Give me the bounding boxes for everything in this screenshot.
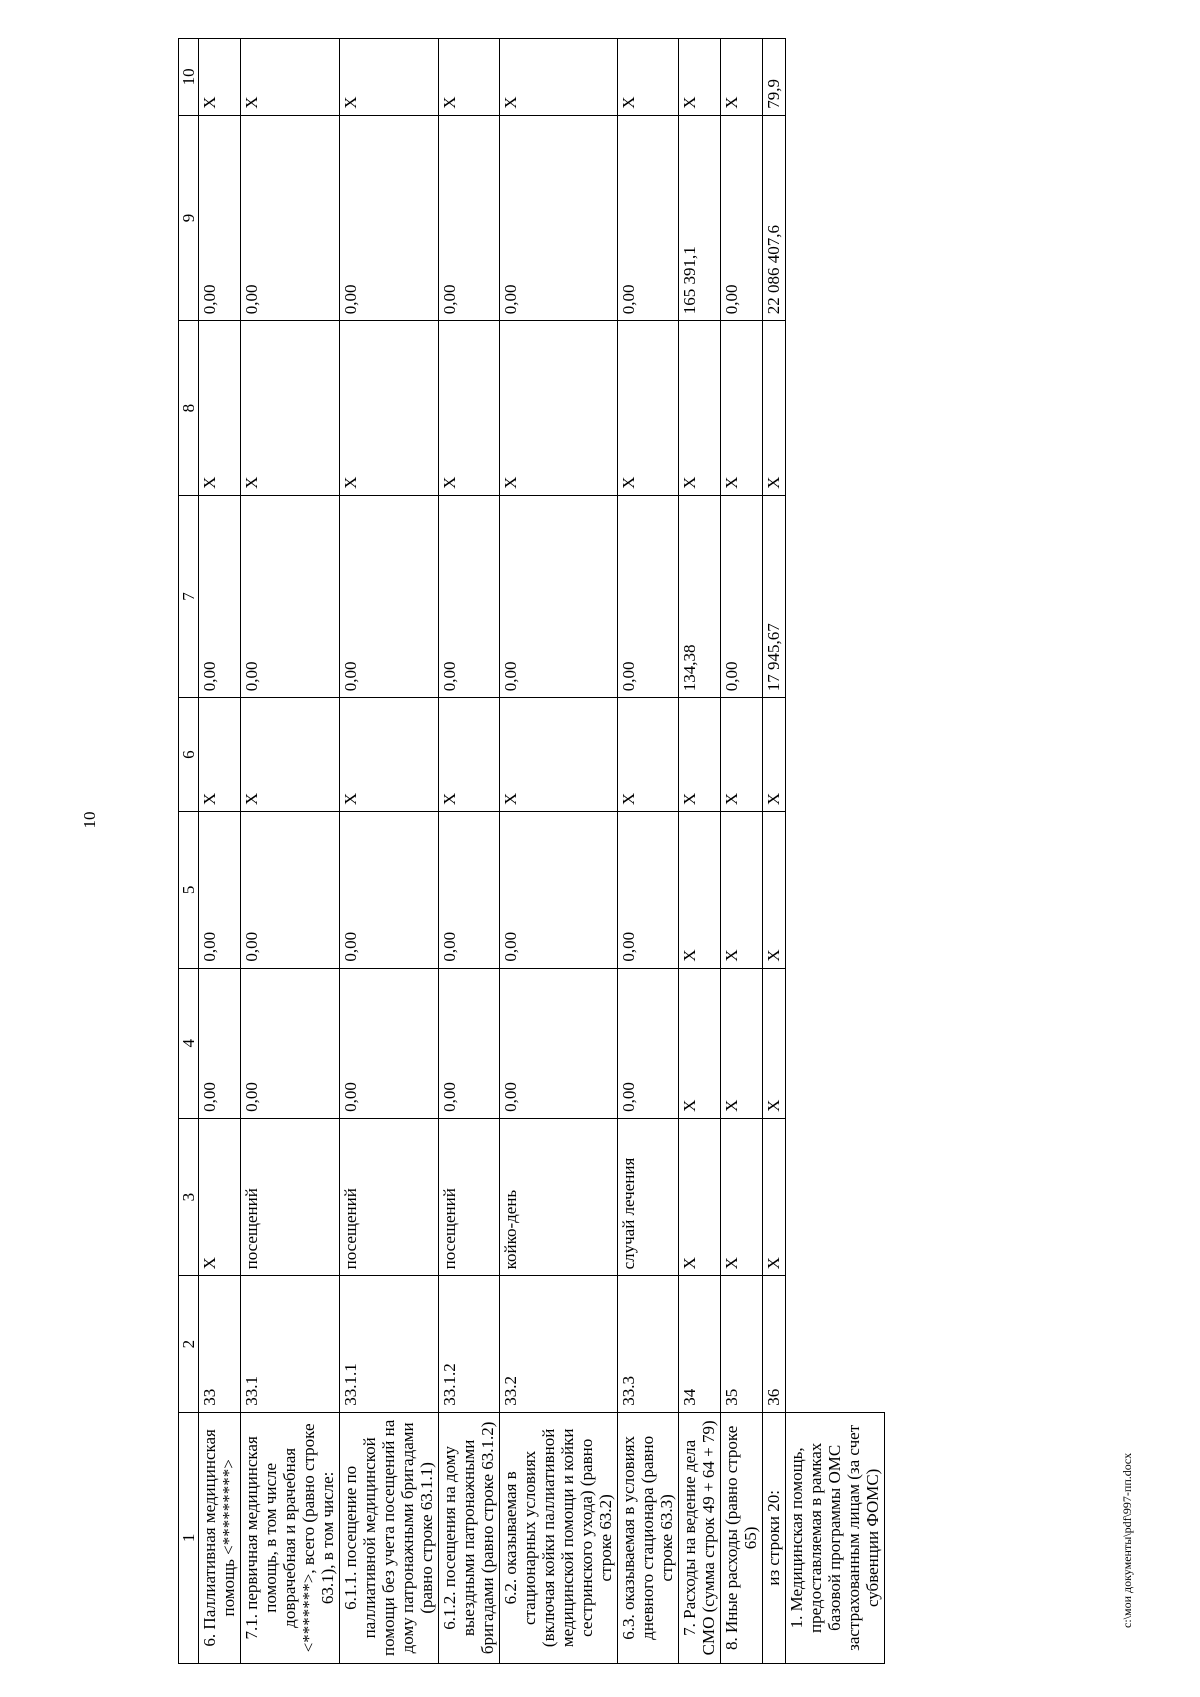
empty-cell <box>786 812 885 969</box>
row-name: 8. Иные расходы (равно строке 65) <box>721 1412 763 1663</box>
row-col-6: Х <box>340 698 439 812</box>
col-num-5: 5 <box>179 812 199 969</box>
row-col-4: 0,00 <box>241 968 340 1118</box>
row-col-8: Х <box>721 321 763 496</box>
row-col-5: 0,00 <box>439 812 500 969</box>
table-row <box>500 39 618 1664</box>
row-unit: Х <box>199 1118 241 1276</box>
col-num-9: 9 <box>179 115 199 321</box>
table-row <box>340 39 439 1664</box>
row-col-4: Х <box>721 968 763 1118</box>
row-name: 6. Паллиативная медицинская помощь <*********> <box>199 1412 241 1663</box>
empty-cell <box>786 1118 885 1276</box>
row-col-9: 165 391,1 <box>679 115 721 321</box>
subtotal-col-6: Х <box>763 698 786 812</box>
row-col-6: Х <box>439 698 500 812</box>
col-num-4: 4 <box>179 968 199 1118</box>
row-code: 33 <box>199 1276 241 1412</box>
footer-file-path: c:\мои документы\pdf\997-пп.docx <box>1120 1452 1134 1628</box>
row-col-4: 0,00 <box>199 968 241 1118</box>
row-col-10: Х <box>618 39 679 116</box>
row-col-4: 0,00 <box>439 968 500 1118</box>
row-code: 33.3 <box>618 1276 679 1412</box>
empty-cell <box>786 698 885 812</box>
row-unit: посещений <box>439 1118 500 1276</box>
subtotal-code: 36 <box>763 1276 786 1412</box>
row-col-4: 0,00 <box>500 968 618 1118</box>
row-col-6: Х <box>679 698 721 812</box>
subtotal-col-8: Х <box>763 321 786 496</box>
empty-cell <box>786 1276 885 1412</box>
row-code: 33.1.1 <box>340 1276 439 1412</box>
row-col-7: 0,00 <box>721 495 763 697</box>
row-col-7: 0,00 <box>500 495 618 697</box>
empty-cell <box>786 321 885 496</box>
row-col-5: 0,00 <box>618 812 679 969</box>
column-number-row <box>179 39 199 1664</box>
row-col-7: 0,00 <box>241 495 340 697</box>
row-col-6: Х <box>199 698 241 812</box>
row-col-5: 0,00 <box>340 812 439 969</box>
row-col-10: Х <box>679 39 721 116</box>
col-num-3: 3 <box>179 1118 199 1276</box>
table-rotator <box>178 38 1030 1664</box>
row-col-4: Х <box>679 968 721 1118</box>
subtotal-row <box>763 39 786 1664</box>
row-col-9: 0,00 <box>340 115 439 321</box>
row-unit: случай лечения <box>618 1118 679 1276</box>
col-num-8: 8 <box>179 321 199 496</box>
col-num-7: 7 <box>179 495 199 697</box>
row-code: 33.2 <box>500 1276 618 1412</box>
row-unit: посещений <box>241 1118 340 1276</box>
table-row <box>199 39 241 1664</box>
subtotal-unit: Х <box>763 1118 786 1276</box>
row-col-4: 0,00 <box>618 968 679 1118</box>
row-col-7: 0,00 <box>199 495 241 697</box>
row-col-8: Х <box>340 321 439 496</box>
row-col-9: 0,00 <box>241 115 340 321</box>
empty-cell <box>786 968 885 1118</box>
subtotal-col-9: 22 086 407,6 <box>763 115 786 321</box>
row-col-8: Х <box>199 321 241 496</box>
row-col-6: Х <box>721 698 763 812</box>
row-col-10: Х <box>241 39 340 116</box>
row-col-10: Х <box>439 39 500 116</box>
row-col-10: Х <box>721 39 763 116</box>
table-row <box>618 39 679 1664</box>
row-col-9: 0,00 <box>439 115 500 321</box>
row-col-7: 0,00 <box>340 495 439 697</box>
table-row <box>721 39 763 1664</box>
col-num-10: 10 <box>179 39 199 116</box>
row-col-7: 0,00 <box>618 495 679 697</box>
row-unit: Х <box>679 1118 721 1276</box>
table-row <box>439 39 500 1664</box>
financial-table <box>178 38 885 1664</box>
empty-cell <box>786 495 885 697</box>
row-col-6: Х <box>618 698 679 812</box>
empty-cell <box>786 115 885 321</box>
row-name: 7.1. первичная медицинская помощь, в том числе доврачебная и врачебная <*******>, всего (равно строке 63.1), в том числе: <box>241 1412 340 1663</box>
row-col-7: 0,00 <box>439 495 500 697</box>
row-name: 6.1.1. посещение по паллиативной медицинской помощи без учета посещений на дому патронажными бригадами (равно строке 63.1.1) <box>340 1412 439 1663</box>
empty-cell <box>786 39 885 116</box>
row-name: 6.2. оказываемая в стационарных условиях (включая койки паллиативной медицинской помощи и койки сестринского ухода) (равно строке 63.2) <box>500 1412 618 1663</box>
row-col-10: Х <box>199 39 241 116</box>
table-row <box>786 39 885 1664</box>
row-code: 33.1 <box>241 1276 340 1412</box>
col-num-1: 1 <box>179 1412 199 1663</box>
row-col-5: Х <box>721 812 763 969</box>
row-col-6: Х <box>500 698 618 812</box>
row-name: 6.3. оказываемая в условиях дневного стационара (равно строке 63.3) <box>618 1412 679 1663</box>
row-col-4: 0,00 <box>340 968 439 1118</box>
row-col-9: 0,00 <box>721 115 763 321</box>
row-col-5: 0,00 <box>199 812 241 969</box>
row-col-5: 0,00 <box>500 812 618 969</box>
row-col-8: Х <box>618 321 679 496</box>
subtotal-col-5: Х <box>763 812 786 969</box>
subtotal-col-7: 17 945,67 <box>763 495 786 697</box>
row-col-5: Х <box>679 812 721 969</box>
row-unit: Х <box>721 1118 763 1276</box>
row-code: 35 <box>721 1276 763 1412</box>
row-unit: койко-день <box>500 1118 618 1276</box>
col-num-2: 2 <box>179 1276 199 1412</box>
row-col-5: 0,00 <box>241 812 340 969</box>
subtotal-col-10: 79,9 <box>763 39 786 116</box>
table-row <box>679 39 721 1664</box>
row-col-8: Х <box>500 321 618 496</box>
row-col-10: Х <box>500 39 618 116</box>
row-col-9: 0,00 <box>618 115 679 321</box>
row-unit: посещений <box>340 1118 439 1276</box>
row-col-8: Х <box>241 321 340 496</box>
row-name: 1. Медицинская помощь, предоставляемая в рамках базовой программы ОМС застрахованным лицам (за счет субвенции ФОМС) <box>786 1412 885 1663</box>
row-col-9: 0,00 <box>199 115 241 321</box>
row-col-6: Х <box>241 698 340 812</box>
row-col-8: Х <box>679 321 721 496</box>
row-col-9: 0,00 <box>500 115 618 321</box>
page-number: 10 <box>80 811 99 829</box>
subtotal-col-4: Х <box>763 968 786 1118</box>
col-num-6: 6 <box>179 698 199 812</box>
row-col-10: Х <box>340 39 439 116</box>
row-col-7: 134,38 <box>679 495 721 697</box>
row-name: 7. Расходы на ведение дела СМО (сумма строк 49 + 64 + 79) <box>679 1412 721 1663</box>
table-row <box>241 39 340 1664</box>
row-code: 34 <box>679 1276 721 1412</box>
row-col-8: Х <box>439 321 500 496</box>
row-name: 6.1.2. посещения на дому выездными патронажными бригадами (равно строке 63.1.2) <box>439 1412 500 1663</box>
row-code: 33.1.2 <box>439 1276 500 1412</box>
subtotal-label: из строки 20: <box>763 1412 786 1663</box>
